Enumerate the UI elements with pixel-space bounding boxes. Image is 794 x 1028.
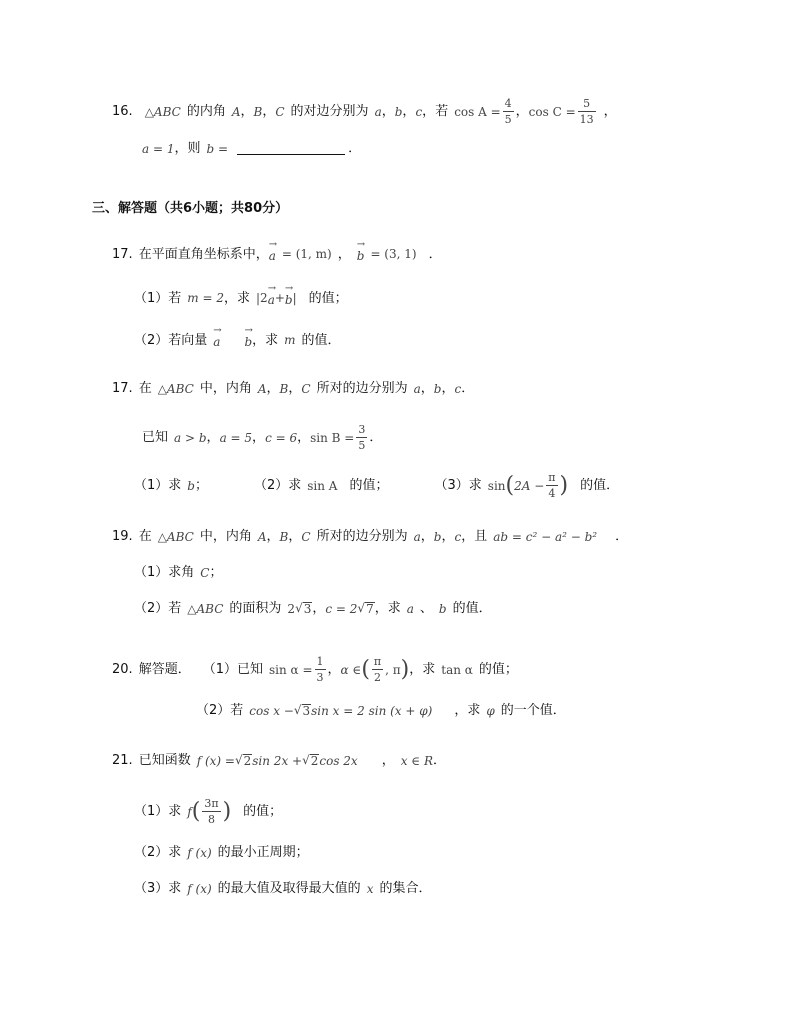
q16-b: b xyxy=(394,104,403,119)
q19-B: B xyxy=(279,529,289,544)
q17b-p3-inner: 2A − xyxy=(514,478,545,493)
q17b-p3-sin: sin xyxy=(487,478,506,493)
q21-p2-end: 的最小正周期； xyxy=(217,845,309,860)
q21-part1 xyxy=(134,798,282,825)
q17b-number: 17. xyxy=(112,381,133,396)
q19-text2: 中，内角 xyxy=(199,529,252,544)
q16-a-eq: a = 1 xyxy=(142,141,175,156)
q16-text2: 的对边分别为 xyxy=(290,104,369,119)
q17b-text3: 所对的边分别为 xyxy=(316,381,408,396)
q17b-c6: c = 6 xyxy=(265,430,298,445)
q19-p1-end: ； xyxy=(209,565,223,580)
q16-cosC: cos C = xyxy=(528,104,576,119)
q16-text3: 若 xyxy=(435,104,449,119)
q17b-p1-end: ； xyxy=(194,478,208,493)
q19-c: c xyxy=(454,529,462,544)
q16-then: 则 xyxy=(187,141,201,156)
q20-p2-cos: cos x − xyxy=(249,703,294,718)
q17a-vec-b: → b xyxy=(357,246,365,262)
q17b-p3: （3）求 xyxy=(434,478,482,493)
q17a-p2-label: （2）若向量 xyxy=(134,332,208,348)
q17a-text: 在平面直角坐标系中， xyxy=(138,246,269,262)
q17a-p2-text2: 的值． xyxy=(301,332,341,348)
q17a-p2-m: m xyxy=(284,333,296,347)
q20-int-frac: $\frac{\pi}{2}$ xyxy=(373,655,382,684)
q21-part2 xyxy=(134,846,309,859)
q20-p2-phi: φ xyxy=(486,703,495,718)
q20-p2-sqrt: √ 3 xyxy=(293,703,311,718)
q19-A: A xyxy=(257,529,267,544)
q17a-line1: 17. 在平面直角坐标系中， → a = (1, m) ， → b = (3, 1) ． xyxy=(112,246,442,262)
q17a-p1-expr-left: |2 xyxy=(256,291,268,305)
q20-lparen: ( xyxy=(361,656,370,682)
q17a-vec-a: → a xyxy=(269,246,276,262)
q21-part3 xyxy=(134,882,431,895)
q19-p2-end: 的值． xyxy=(452,601,492,616)
q21-p3-text: 的最大值及取得最大值的 xyxy=(217,881,361,896)
q17b-p3-frac: $\frac{\pi}{4}$ xyxy=(548,471,556,500)
q20-int-right: , π xyxy=(385,662,401,677)
q20-p2-text: ，求 xyxy=(454,703,481,718)
q20-sin-frac: $\frac{1}{3}$ xyxy=(316,655,324,684)
q16-line2: a = 1 ， 则 b = ． xyxy=(142,141,362,156)
q20-p2: （2）若 xyxy=(196,703,244,718)
q21-p2: （2）求 xyxy=(134,845,182,860)
q19-b: b xyxy=(433,529,442,544)
q17a-p1-expr-plus: + xyxy=(274,291,285,305)
q19-p1-C: C xyxy=(200,565,210,580)
q17b-p2-sinA: sin A xyxy=(307,478,338,493)
q19-line1: 19. 在 △ABC 中，内角 A ， B ， C 所对的边分别为 a ， b ， c ， 且 ab = c² − a² − b² ． xyxy=(112,529,629,544)
q16-c: c xyxy=(415,104,423,119)
q17b-C: C xyxy=(301,381,311,396)
q21-p2-f: f (x) xyxy=(187,845,212,860)
q17b-line1: 17. 在 △ABC 中，内角 A ， B ， C 所对的边分别为 a ， b ， c ． xyxy=(112,381,475,396)
q16-b-eq: b = xyxy=(206,141,229,156)
q17a-vec-b-val: = (3, 1) xyxy=(370,247,417,261)
q20-tan: tan α xyxy=(441,662,473,677)
q21-p1-end: 的值； xyxy=(243,804,283,819)
q20-p2-end: 的一个值． xyxy=(500,703,566,718)
q19-p2-text: 的面积为 xyxy=(229,601,282,616)
q19-part1 xyxy=(134,566,222,579)
q19-p2-b: b xyxy=(438,601,447,616)
q16-cosA: cos A = xyxy=(454,104,501,119)
q16-number: 16. xyxy=(112,104,133,119)
q21-p3-end: 的集合． xyxy=(379,881,432,896)
q19-equation: ab = c² − a² − b² xyxy=(493,529,598,544)
q17b-text: 在 xyxy=(138,381,152,396)
q21-sqrt2: √ 2 xyxy=(302,753,319,768)
q17b-p3-rparen: ) xyxy=(559,472,569,498)
q17b-p2-end: 的值； xyxy=(349,478,389,493)
q16-C: C xyxy=(275,104,285,119)
q17a-vec-a-val: = (1, m) xyxy=(281,247,332,261)
q17a-part1 xyxy=(134,290,348,306)
q19-p2-text2: ，求 xyxy=(374,601,401,616)
q19-p2: （2）若 xyxy=(134,601,182,616)
q21-p1: （1）求 xyxy=(134,804,182,819)
q21-domain: x ∈ R xyxy=(400,753,434,768)
q19-number: 19. xyxy=(112,529,133,544)
q19-part2: （2）若 △ABC 的面积为 2 √ 3 ， c = 2 √ 7 ，求 a 、 b 的值． xyxy=(134,601,492,616)
q20-sin: sin α = xyxy=(268,662,313,677)
q17a-p1-vec-a: → a xyxy=(268,290,275,306)
q17a-p1-text: ，求 xyxy=(223,290,250,306)
q19-a: a xyxy=(413,529,421,544)
q17b-sinB: sin B = xyxy=(310,430,355,445)
q17b-text2: 中，内角 xyxy=(199,381,252,396)
q16-cosA-frac: $\frac{4}{5}$ xyxy=(504,97,512,126)
q17b-p1: （1）求 xyxy=(134,478,182,493)
q16-triangle: △ABC xyxy=(144,104,181,119)
q17b-triangle: △ABC xyxy=(157,381,194,396)
q21-p3-f: f (x) xyxy=(187,881,212,896)
q16-text: 的内角 xyxy=(186,104,226,119)
q21-number: 21. xyxy=(112,753,133,768)
q17b-b: b xyxy=(433,381,442,396)
q21-sqrt1: √ 2 xyxy=(234,753,252,768)
q17b-A: A xyxy=(257,381,267,396)
q16-A: A xyxy=(231,104,241,119)
q21-p1-frac: $\frac{3\pi}{8}$ xyxy=(204,797,219,826)
q17b-line2: 已知 a > b ， a = 5 ， c = 6 ， sin B = $\frac{3}{5}$ ． xyxy=(142,423,383,452)
q21-p3-x: x xyxy=(366,881,374,896)
q17a-p2-vec-b: → b xyxy=(244,332,252,348)
q17b-a5: a = 5 xyxy=(219,430,253,445)
q20-number: 20. xyxy=(112,662,133,677)
q20-p1-text: ，求 xyxy=(409,662,436,677)
q19-text3: 所对的边分别为 xyxy=(316,529,408,544)
q20-text: 解答题． xyxy=(138,662,191,677)
section-3-heading: 三、解答题（共6小题；共80分） xyxy=(92,201,289,216)
q19-p2-sep: 、 xyxy=(419,601,433,616)
q19-p2-triangle: △ABC xyxy=(187,601,224,616)
q19-c-eq: c = 2 xyxy=(325,601,358,616)
q20-p2-rest: sin x = 2 sin (x + φ) xyxy=(311,703,433,718)
q20-p1-end: 的值； xyxy=(478,662,518,677)
q17b-sinB-frac: $\frac{3}{5}$ xyxy=(358,423,366,452)
q21-text: 已知函数 xyxy=(138,753,191,768)
q21-cos-term: cos 2x xyxy=(319,753,358,768)
q19-text4: 且 xyxy=(474,529,488,544)
q17b-p2: （2）求 xyxy=(253,478,302,493)
q17b-B: B xyxy=(279,381,289,396)
q17b-p1-b: b xyxy=(187,478,195,493)
q17a-number: 17. xyxy=(112,246,133,262)
q20-alpha-in: α ∈ xyxy=(340,662,362,677)
q21-p1-lparen: ( xyxy=(191,798,201,824)
q21-p1-rparen: ) xyxy=(222,798,232,824)
q19-c-sqrt: √ 7 xyxy=(357,601,374,616)
q17b-c: c xyxy=(454,381,462,396)
q21-line1: 21. 已知函数 f (x) = √ 2 sin 2x + √ 2 cos 2x ， x ∈ R ． xyxy=(112,753,447,768)
q20-rparen: ) xyxy=(400,656,410,682)
q16-line1: 16. △ABC 的内角 A ， B ， C 的对边分别为 a ， b ， c ， 若 cos A = $\frac{4}{5}$ ， cos C = $\frac{5}{13}$ ， xyxy=(112,97,617,126)
q17a-p1-vec-b: → b xyxy=(285,290,293,306)
q19-area-coef: 2 xyxy=(287,601,296,616)
q17b-p3-lparen: ( xyxy=(505,472,515,498)
q17a-p1-m: m = 2 xyxy=(187,291,224,305)
q21-sin-term: sin 2x + xyxy=(252,753,303,768)
q20-part2 xyxy=(196,704,566,717)
q16-B: B xyxy=(253,104,263,119)
q19-triangle: △ABC xyxy=(157,529,194,544)
q17a-p1-expr-right: | xyxy=(292,291,297,305)
q19-p2-a: a xyxy=(406,601,414,616)
q17b-p3-end: 的值． xyxy=(580,478,620,493)
q17a-p1-label: （1）若 xyxy=(134,290,182,306)
q20-line1: 20. 解答题． （1）已知 sin α = $\frac{1}{3}$ ， α ∈ ( $\frac{\pi}{2}$ , π ) ，求 tan α 的值； xyxy=(112,655,518,684)
q21-p3: （3）求 xyxy=(134,881,182,896)
q19-C: C xyxy=(301,529,311,544)
q17a-p2-text: ，求 xyxy=(252,332,279,348)
q17b-a: a xyxy=(413,381,421,396)
q17a-p2-vec-a: → a xyxy=(213,332,220,348)
q16-cosC-frac: $\frac{5}{13}$ xyxy=(579,97,594,126)
q17b-given: 已知 xyxy=(142,430,169,445)
q20-p1: （1）已知 xyxy=(202,662,263,677)
q16-answer-blank[interactable] xyxy=(237,142,345,155)
q19-p1: （1）求角 xyxy=(134,565,195,580)
q17a-part2 xyxy=(134,332,341,348)
q17b-parts xyxy=(134,472,619,499)
q17a-p1-text2: 的值； xyxy=(308,290,348,306)
q17b-a-gt-b: a > b xyxy=(174,430,207,445)
q16-a: a xyxy=(374,104,382,119)
q21-p1-f: f xyxy=(187,804,192,819)
q19-area-sqrt: √ 3 xyxy=(295,601,312,616)
q21-fx: f (x) = xyxy=(196,753,235,768)
q19-text: 在 xyxy=(138,529,152,544)
